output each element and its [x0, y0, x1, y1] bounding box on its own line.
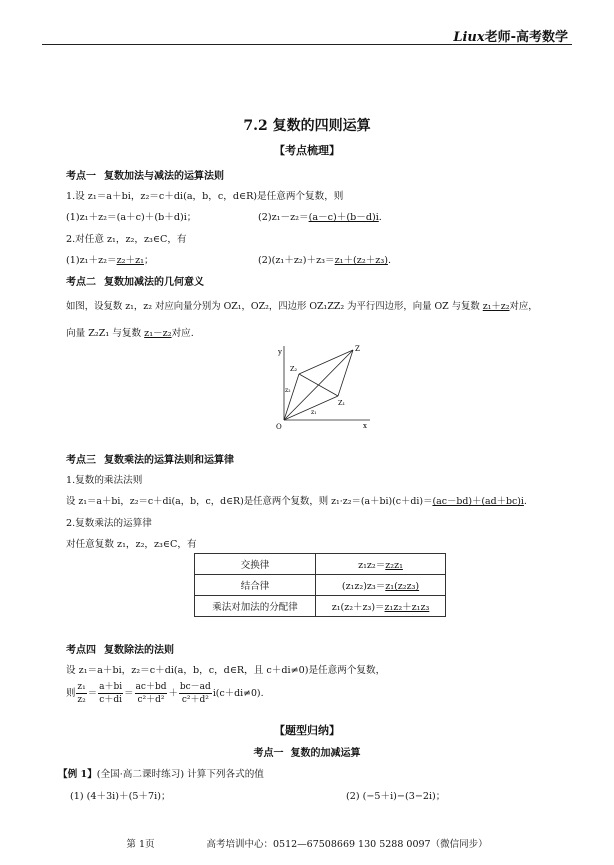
law-formula	[316, 554, 446, 575]
law-formula-answer: z₂z₁	[385, 560, 403, 571]
kp1-sub-rule	[258, 209, 382, 223]
law-formula-pre: z₁z₂＝	[358, 560, 386, 571]
kp1-commutative	[66, 252, 154, 266]
kp1-heading	[66, 167, 224, 182]
kp2-p2-pre: 向量 Z₂Z₁ 与复数	[66, 328, 145, 339]
section-heading-review: 【考点梳理】	[274, 144, 340, 157]
header-title: 老师-高考数学	[484, 30, 568, 45]
example-text: 计算下列各式的值	[187, 769, 264, 780]
kp2-p2-post: 对应.	[171, 328, 194, 339]
example-question-2: (2) (−5＋i)−(3−2i)；	[346, 791, 446, 802]
kp1-add-rule: (1)z₁＋z₂＝(a＋c)＋(b＋d)i；	[66, 212, 197, 223]
numerator: ac＋bd	[135, 682, 167, 692]
kp2-para2	[66, 325, 194, 339]
law-formula-pre: z₁(z₂＋z₃)＝	[331, 602, 385, 613]
law-name: 乘法对加法的分配律	[195, 596, 316, 617]
point-z1-label: Z₁	[338, 399, 346, 407]
kp4-heading	[66, 641, 174, 656]
kp2-para1	[66, 298, 538, 312]
kp1-comm-answer: z₂＋z₁	[116, 255, 144, 266]
kp4-pre: 则	[66, 688, 76, 699]
vector-z2z1	[299, 374, 338, 396]
fraction-quotient	[98, 681, 123, 706]
point-z2-label: Z₂	[290, 365, 298, 373]
kp3-sub1: 1.复数的乘法法则	[66, 475, 143, 486]
example-1	[58, 766, 264, 780]
kp3-mult-rule	[66, 493, 527, 507]
kp1-line3: 2.对任意 z₁，z₂，z₃∈C，有	[66, 234, 187, 245]
side-z2z	[299, 350, 353, 374]
kp2-label: 考点二	[66, 277, 96, 288]
law-name: 交换律	[195, 554, 316, 575]
numerator: a＋bi	[99, 682, 123, 692]
parallelogram-diagram	[270, 340, 380, 432]
kp1-assoc-pre: (2)(z₁＋z₂)＋z₃＝	[258, 255, 335, 266]
kp3-label: 考点三	[66, 455, 96, 466]
law-formula-answer: z₁z₂＋z₁z₃	[384, 602, 430, 613]
kp2-heading	[66, 273, 204, 288]
kp4-division-formula	[66, 681, 264, 706]
kp3-mult-answer: (ac－bd)＋(ad＋bc)i	[432, 496, 524, 507]
section-heading-types: 【题型归纳】	[274, 724, 340, 737]
kp5-title: 复数的加减运算	[290, 748, 361, 759]
fraction-z1-z2	[76, 681, 86, 706]
contact-info: 高考培训中心：0512—67508669 130 5288 0097（微信同步）	[206, 839, 488, 850]
kp2-p1-answer: z₁＋z₂	[482, 301, 510, 312]
kp3-title: 复数乘法的运算法则和运算律	[104, 455, 234, 466]
kp1-label: 考点一	[66, 171, 96, 182]
example-source: (全国·高二课时练习)	[96, 769, 185, 780]
law-formula-answer: z₁(z₂z₃)	[385, 581, 420, 592]
page-header	[453, 26, 568, 45]
table-row	[195, 554, 446, 575]
kp1-sub-answer: (a－c)＋(b－d)i	[308, 212, 379, 223]
kp1-comm-pre: (1)z₁＋z₂＝	[66, 255, 117, 266]
kp5-heading	[0, 744, 614, 759]
equals-sign: ＝	[87, 688, 98, 699]
kp1-sub-pre: (2)z₁－z₂＝	[258, 212, 309, 223]
kp1-assoc-answer: z₁＋(z₂＋z₃)	[334, 255, 388, 266]
kp3-mult-post: .	[523, 496, 527, 507]
law-name: 结合律	[195, 575, 316, 596]
vector-oz1	[284, 396, 338, 420]
kp1-sub-post: .	[378, 212, 382, 223]
point-z-label: Z	[355, 345, 360, 353]
kp2-p1-post: 对应，	[509, 301, 538, 312]
page-footer	[0, 836, 614, 850]
x-axis-label: x	[363, 422, 367, 430]
vector-z2-label: z₂	[285, 387, 291, 394]
law-formula-pre: (z₁z₂)z₃＝	[341, 581, 386, 592]
side-z1z	[338, 350, 353, 396]
law-formula	[316, 596, 446, 617]
denominator: c²＋d²	[137, 695, 165, 705]
multiplication-laws-table	[194, 553, 446, 617]
denominator: c²＋d²	[181, 695, 209, 705]
kp3-line2: 对任意复数 z₁，z₂，z₃∈C，有	[66, 539, 197, 550]
kp4-post: i(c＋di≠0).	[212, 688, 264, 699]
kp1-line1: 1.设 z₁＝a＋bi，z₂＝c＋di(a，b，c，d∈R)是任意两个复数，则	[66, 191, 344, 202]
table-row	[195, 596, 446, 617]
kp2-p2-answer: z₁－z₂	[144, 328, 172, 339]
kp1-associative	[258, 252, 391, 266]
kp4-line1: 设 z₁＝a＋bi，z₂＝c＋di(a，b，c，d∈R，且 c＋di≠0)是任意两个复数，	[66, 665, 386, 676]
fraction-imag-part	[179, 681, 212, 706]
kp1-assoc-post: .	[387, 255, 391, 266]
kp4-title: 复数除法的法则	[104, 645, 174, 656]
numerator: z₁	[77, 682, 86, 692]
fraction-real-part	[135, 681, 168, 706]
page-title: 7.2 复数的四则运算	[243, 118, 371, 134]
vector-z1-label: z₁	[311, 409, 317, 416]
brand-name: Liux	[453, 30, 485, 45]
table-row	[195, 575, 446, 596]
vector-oz2	[284, 374, 299, 420]
law-formula	[316, 575, 446, 596]
kp2-title: 复数加减法的几何意义	[104, 277, 204, 288]
kp3-mult-pre: 设 z₁＝a＋bi，z₂＝c＋di(a，b，c，d∈R)是任意两个复数，则 z₁·z₂＝(a＋bi)(c＋di)＝	[66, 496, 433, 507]
kp2-p1-pre: 如图，设复数 z₁，z₂ 对应向量分别为 OZ₁，OZ₂，四边形 OZ₁ZZ₂ 为平行四边形，向量 OZ 与复数	[66, 301, 483, 312]
plus-sign: ＋	[168, 688, 178, 699]
denominator: z₂	[77, 695, 86, 705]
kp5-label: 考点一	[253, 748, 284, 759]
kp1-comm-post: ；	[143, 255, 154, 266]
header-divider	[42, 44, 572, 45]
page-number: 第 1页	[126, 839, 155, 850]
kp4-label: 考点四	[66, 645, 96, 656]
kp3-sub2: 2.复数乘法的运算律	[66, 518, 152, 529]
denominator: c＋di	[99, 695, 122, 705]
example-question-1: (1) (4＋3i)＋(5＋7i)；	[70, 791, 171, 802]
numerator: bc－ad	[179, 682, 211, 692]
origin-label: O	[276, 423, 282, 431]
equals-sign: ＝	[124, 688, 134, 699]
kp1-title: 复数加法与减法的运算法则	[104, 171, 224, 182]
kp3-heading	[66, 451, 234, 466]
example-tag: 【例 1】	[58, 769, 97, 780]
y-axis-label: y	[278, 348, 282, 356]
